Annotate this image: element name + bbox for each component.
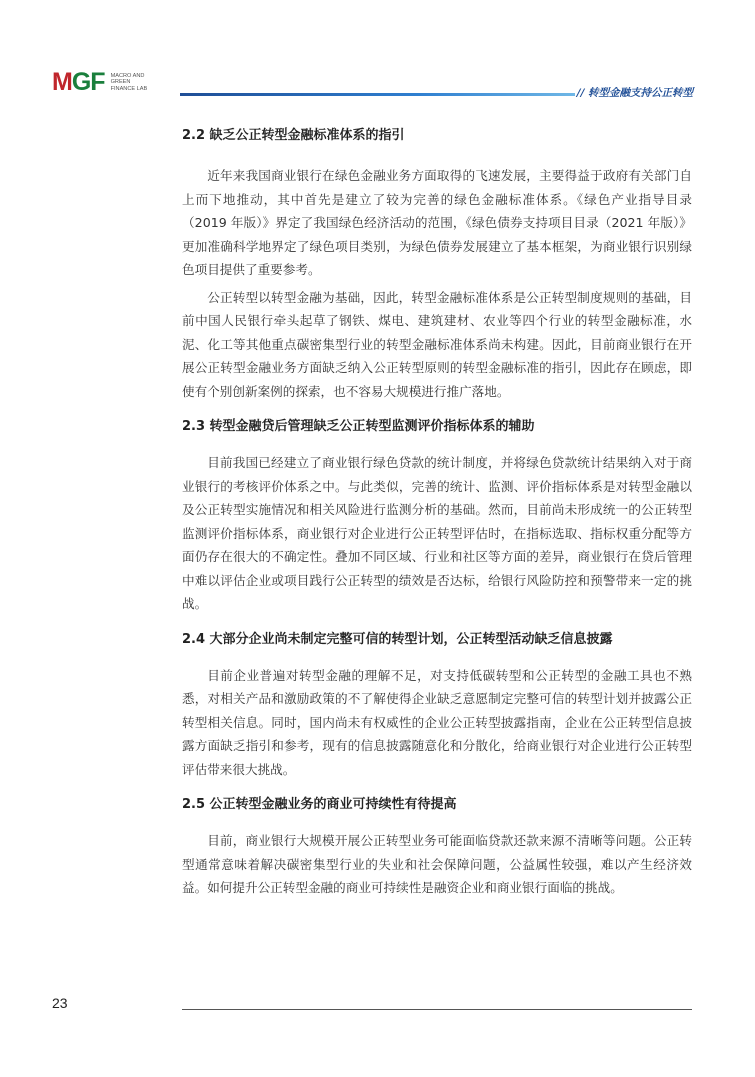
logo-sub-line3: FINANCE LAB xyxy=(110,85,148,92)
logo-mark xyxy=(52,70,105,95)
section-2-2-paragraph-2: 公正转型以转型金融为基础，因此，转型金融标准体系是公正转型制度规则的基础，目前中国人民银行牵头起草了钢铁、煤电、建筑建材、农业等四个行业的转型金融标准，水泥、化工等其他重点碳密集型行业的转型金融标准体系尚未构建。因此，目前商业银行在开展公正转型金融业务方面缺乏纳入公正转型原则的转型金融标准的指引，因此存在顾虑，即使有个别创新案例的探索，也不容易大规模进行推广落地。 xyxy=(182,289,692,399)
section-2-3-paragraph-1: 目前我国已经建立了商业银行绿色贷款的统计制度，并将绿色贷款统计结果纳入对于商业银行的考核评价体系之中。与此类似，完善的统计、监测、评价指标体系是对转型金融以及公正转型实施情况和相关风险进行监测分析的基础。然而，目前尚未形成统一的公正转型监测评价指标体系，商业银行对企业进行公正转型评估时，在指标选取、指标权重分配等方面仍存在很大的不确定性。叠加不同区域、行业和社区等方面的差异，商业银行在贷后管理中难以评估企业或项目践行公正转型的绩效是否达标，给银行风险防控和预警带来一定的挑战。 xyxy=(182,455,692,611)
section-heading-2-4: 2.4 大部分企业尚未制定完整可信的转型计划，公正转型活动缺乏信息披露 xyxy=(182,631,613,647)
logo-subtitle xyxy=(111,73,171,92)
page-number: 23 xyxy=(52,995,68,1011)
mgf-logo xyxy=(52,70,171,95)
logo-sub-line1: MACRO AND xyxy=(110,73,145,80)
footer-divider xyxy=(182,1009,692,1010)
section-heading-2-3: 2.3 转型金融贷后管理缺乏公正转型监测评价指标体系的辅助 xyxy=(182,419,535,434)
logo-letter-g: G xyxy=(71,68,91,96)
section-2-2-paragraph-1: 近年来我国商业银行在绿色金融业务方面取得的飞速发展，主要得益于政府有关部门自上而下地推动，其中首先是建立了较为完善的绿色金融标准体系。《绿色产业指导目录（2019 年版）》界定了我国绿色经济活动的范围，《绿色债券支持项目目录（2021 年版）》更加准确科学地界定了绿色项目类别，为绿色债券发展建立了基本框架，为商业银行识别绿色项目提供了重要参考。 xyxy=(182,168,692,277)
page-content xyxy=(182,126,692,900)
header-report-title: // 转型金融支持公正转型 xyxy=(576,87,693,99)
section-heading-2-2: 2.2 缺乏公正转型金融标准体系的指引 xyxy=(182,128,405,143)
logo-letter-m: M xyxy=(52,68,72,96)
logo-letter-f: F xyxy=(90,68,105,96)
header-divider xyxy=(180,93,575,96)
page-header xyxy=(0,0,755,110)
section-2-5-paragraph-1: 目前，商业银行大规模开展公正转型业务可能面临贷款还款来源不清晰等问题。公正转型通常意味着解决碳密集型行业的失业和社会保障问题，公益属性较强，难以产生经济效益。如何提升公正转型金融的商业可持续性是融资企业和商业银行面临的挑战。 xyxy=(182,833,692,895)
section-heading-2-5: 2.5 公正转型金融业务的商业可持续性有待提高 xyxy=(182,797,457,812)
section-2-4-paragraph-1: 目前企业普遍对转型金融的理解不足，对支持低碳转型和公正转型的金融工具也不熟悉，对相关产品和激励政策的不了解使得企业缺乏意愿制定完整可信的转型计划并披露公正转型相关信息。同时，国内尚未有权威性的企业公正转型披露指南，企业在公正转型信息披露方面缺乏指引和参考，现有的信息披露随意化和分散化，给商业银行对企业进行公正转型评估带来很大挑战。 xyxy=(182,667,692,777)
logo-sub-line2: GREEN xyxy=(110,79,131,86)
